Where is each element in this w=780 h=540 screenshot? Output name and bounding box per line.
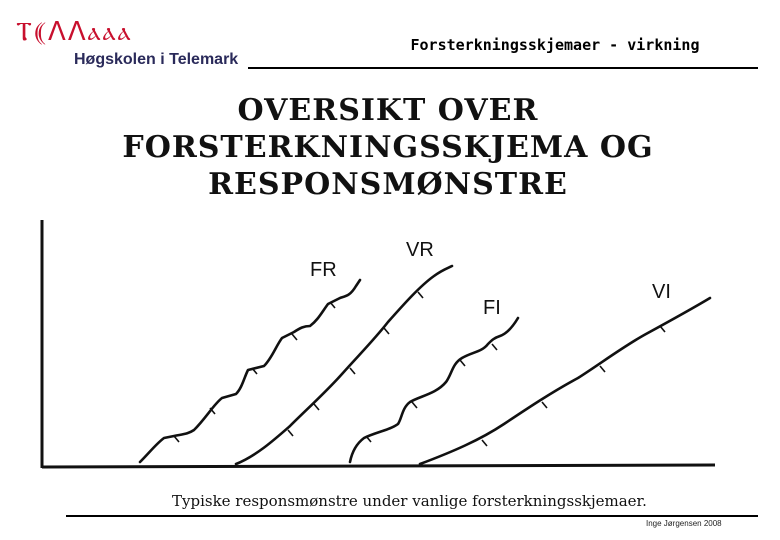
series-label-vr: VR xyxy=(406,239,434,261)
series-label-vi: VI xyxy=(652,281,671,303)
reinforcement-mark-vi xyxy=(600,366,605,372)
reinforcement-mark-vr xyxy=(418,292,423,298)
reinforcement-mark-fr xyxy=(292,334,297,340)
institution-name: Høgskolen i Telemark xyxy=(74,51,239,68)
slide-title: Forsterkningsskjemaer - virkning xyxy=(410,36,700,54)
reinforcement-mark-vr xyxy=(350,368,355,374)
reinforcement-mark-vr xyxy=(384,328,389,334)
figure-caption: Typiske responsmønstre under vanlige forsterkningsskjemaer. xyxy=(172,492,647,510)
reinforcement-mark-vi xyxy=(542,402,547,408)
reinforcement-mark-fr xyxy=(174,436,179,442)
footer-divider xyxy=(66,515,758,517)
reinforcement-mark-fi xyxy=(460,360,465,366)
series-line-vi xyxy=(420,298,710,464)
series-line-fr xyxy=(140,280,360,462)
logo-glyphs: Ⲧ⸨ⴷⴷⲁⲁⲁ xyxy=(16,17,133,47)
chart-axes xyxy=(42,220,715,468)
reinforcement-mark-fi xyxy=(492,344,497,350)
series-label-fr: FR xyxy=(310,259,337,281)
reinforcement-mark-fi xyxy=(412,402,417,408)
x-axis xyxy=(42,465,715,467)
figure-title: OVERSIKT OVER FORSTERKNINGSSKJEMA OG RESPONSMØNSTRE xyxy=(122,93,654,202)
reinforcement-mark-vi xyxy=(482,440,487,446)
reinforcement-mark-vi xyxy=(660,326,665,332)
series-line-fi xyxy=(350,318,518,462)
series-label-fi: FI xyxy=(483,297,501,319)
reinforcement-mark-vr xyxy=(288,430,293,436)
reinforcement-mark-vr xyxy=(314,404,319,410)
footer-credit: Inge Jørgensen 2008 xyxy=(646,519,722,528)
